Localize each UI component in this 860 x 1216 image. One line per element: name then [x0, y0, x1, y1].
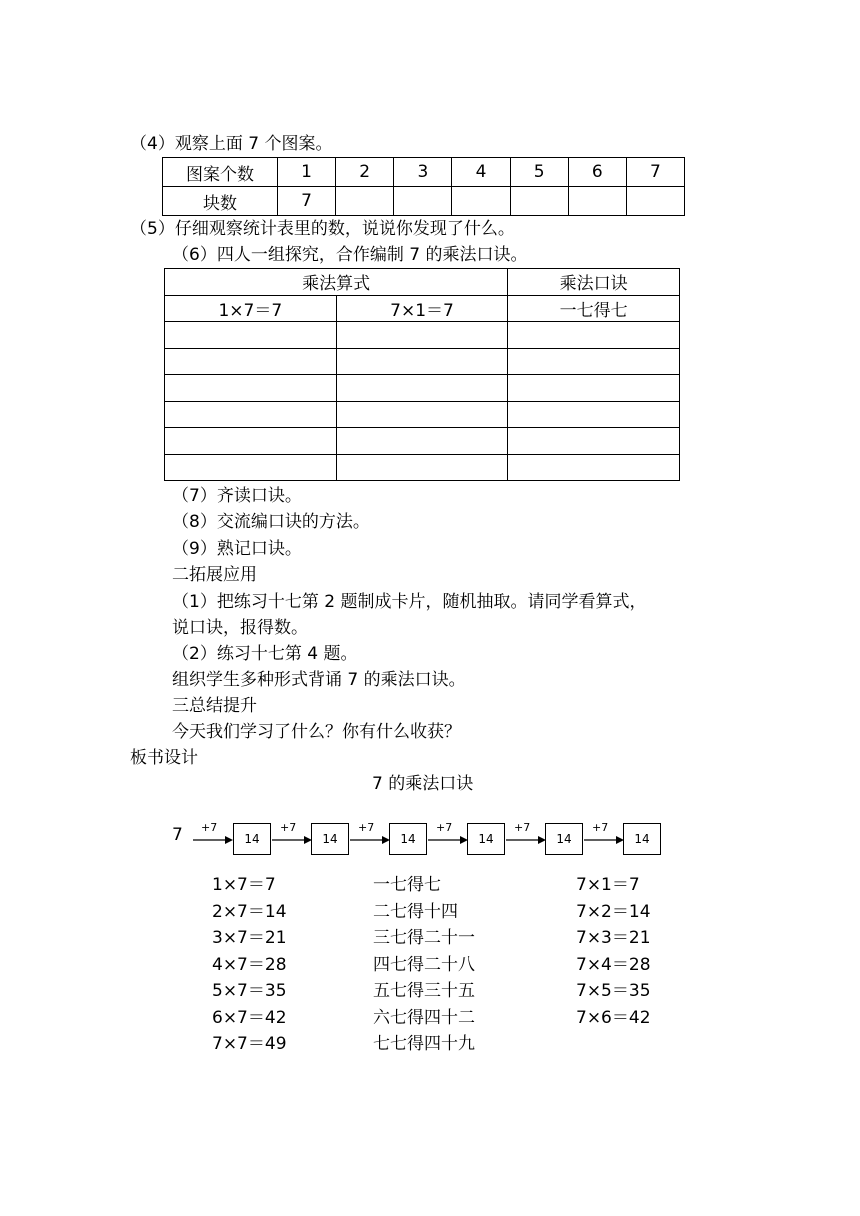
paragraph: （1）把练习十七第 2 题制成卡片，随机抽取。请同学看算式， [172, 592, 647, 612]
table-header-cell: 乘法算式 [165, 269, 508, 296]
table-cell: 1×7＝7 [165, 295, 337, 322]
paragraph: 说口诀，报得数。 [172, 618, 308, 638]
board-title: 7 的乘法口诀 [372, 774, 474, 794]
rhyme-column [373, 872, 475, 1058]
table-row [163, 158, 685, 187]
step-label: +7 [358, 821, 375, 834]
list-item: 7×3＝21 [576, 928, 651, 948]
arrow-icon [506, 823, 546, 853]
sequence-box: 14 [545, 823, 583, 855]
table-header-cell: 图案个数 [163, 158, 278, 187]
list-item: 七七得四十九 [373, 1034, 475, 1054]
list-item: 7×6＝42 [576, 1007, 651, 1028]
table-cell: 一七得七 [508, 295, 680, 322]
arrow-icon [350, 823, 390, 853]
table-row [165, 454, 680, 481]
list-item: 一七得七 [373, 875, 441, 895]
board-design-label: 板书设计 [130, 748, 198, 768]
sequence-box: 14 [467, 823, 505, 855]
table-cell: 7×1＝7 [336, 295, 508, 322]
list-item: 7×4＝28 [576, 954, 651, 975]
table-cell: 4 [452, 158, 510, 187]
paragraph: （2）练习十七第 4 题。 [172, 644, 358, 664]
list-item: 二七得十四 [373, 901, 458, 922]
list-item: 7×2＝14 [576, 901, 651, 922]
question-4: （4）观察上面 7 个图案。 [130, 134, 333, 154]
pattern-table [162, 157, 685, 216]
list-item: 五七得三十五 [373, 981, 475, 1001]
table-cell: 1 [278, 158, 336, 187]
section-heading: 二拓展应用 [172, 565, 257, 585]
paragraph: 组织学生多种形式背诵 7 的乘法口诀。 [172, 670, 466, 690]
step-label: +7 [436, 821, 453, 834]
table-cell [568, 187, 626, 216]
step-label: +7 [592, 821, 609, 834]
table-cell: 3 [394, 158, 452, 187]
table-header-cell: 乘法口诀 [508, 269, 680, 296]
table-row [165, 295, 680, 322]
list-item: 4×7＝28 [212, 954, 287, 975]
list-item: 六七得四十二 [373, 1007, 475, 1028]
table-row [165, 428, 680, 455]
table-cell [626, 187, 684, 216]
table-cell: 7 [278, 187, 336, 216]
list-item: 2×7＝14 [212, 901, 287, 922]
sequence-box: 14 [311, 823, 349, 855]
table-row [165, 269, 680, 296]
table-row [165, 401, 680, 428]
table-row [165, 348, 680, 375]
question-9: （9）熟记口诀。 [172, 539, 302, 559]
step-label: +7 [514, 821, 531, 834]
list-item: 三七得二十一 [373, 928, 475, 948]
arrow-icon [428, 823, 468, 853]
table-cell [510, 187, 568, 216]
question-8: （8）交流编口诀的方法。 [172, 512, 370, 532]
formula-column-a [212, 872, 287, 1058]
table-cell: 7 [626, 158, 684, 187]
list-item: 7×5＝35 [576, 981, 651, 1001]
question-7: （7）齐读口诀。 [172, 486, 302, 506]
arrow-icon [584, 823, 624, 853]
sequence-start: 7 [172, 825, 183, 845]
arrow-icon [193, 823, 233, 853]
table-header-cell: 块数 [163, 187, 278, 216]
step-label: +7 [201, 821, 218, 834]
sequence-box: 14 [233, 823, 271, 855]
sequence-box: 14 [623, 823, 661, 855]
list-item: 6×7＝42 [212, 1007, 287, 1028]
table-cell [336, 187, 394, 216]
table-cell [452, 187, 510, 216]
table-cell [394, 187, 452, 216]
table-cell: 6 [568, 158, 626, 187]
step-label: +7 [280, 821, 297, 834]
table-row [165, 375, 680, 402]
question-6: （6）四人一组探究，合作编制 7 的乘法口诀。 [172, 245, 528, 265]
list-item: 7×7＝49 [212, 1034, 287, 1054]
arrow-icon [272, 823, 312, 853]
question-5: （5）仔细观察统计表里的数，说说你发现了什么。 [130, 219, 515, 239]
list-item: 3×7＝21 [212, 928, 287, 948]
sequence-box: 14 [389, 823, 427, 855]
list-item: 5×7＝35 [212, 981, 287, 1001]
formula-column-b [576, 872, 651, 1031]
table-cell: 2 [336, 158, 394, 187]
table-cell: 5 [510, 158, 568, 187]
list-item: 1×7＝7 [212, 875, 276, 895]
multiplication-table [164, 268, 680, 481]
paragraph: 今天我们学习了什么？你有什么收获？ [172, 722, 461, 742]
list-item: 7×1＝7 [576, 875, 640, 895]
list-item: 四七得二十八 [373, 954, 475, 975]
section-heading: 三总结提升 [172, 696, 257, 716]
table-row [163, 187, 685, 216]
table-row [165, 322, 680, 349]
